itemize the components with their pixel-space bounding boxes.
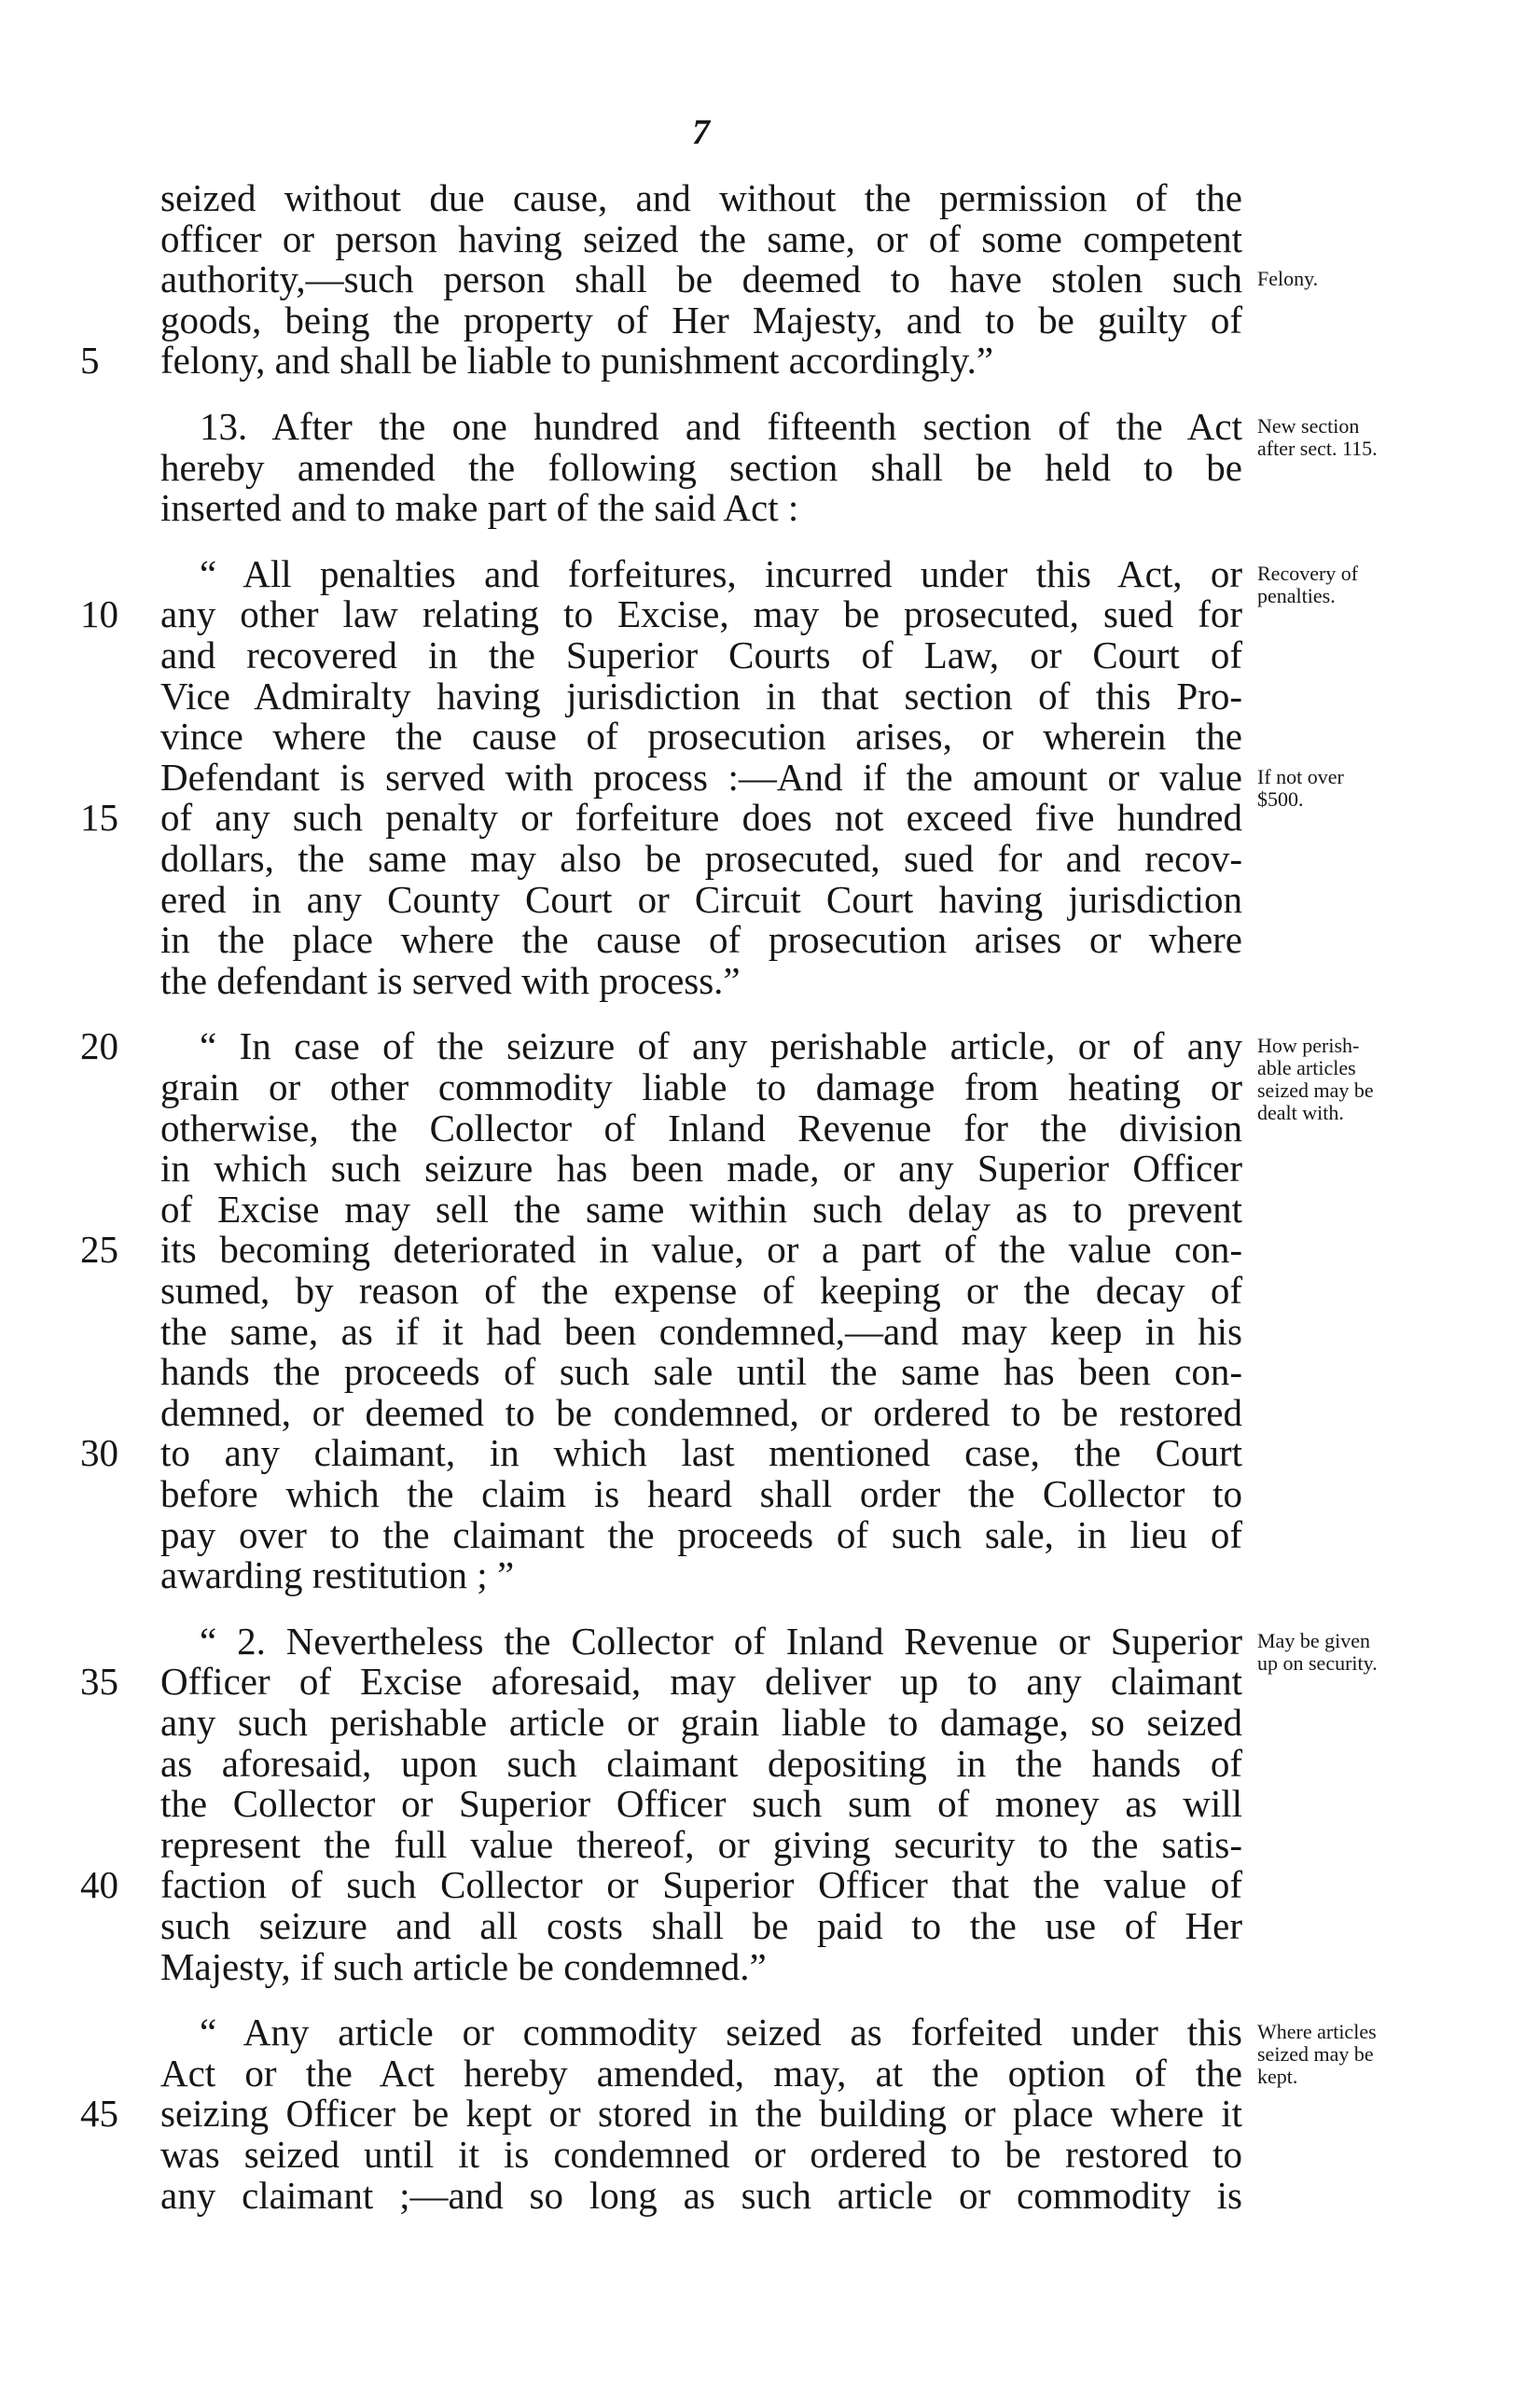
margin-note (1257, 563, 1358, 607)
text-line: inserted and to make part of the said Act : (160, 486, 799, 530)
margin-note-line: dealt with. (1257, 1101, 1344, 1125)
margin-note-line: Felony. (1257, 267, 1319, 291)
text-line: seized without due cause, and without the permission of the (160, 176, 1242, 219)
text-line: the same, as if it had been condemned,—and may keep in his (160, 1309, 1242, 1353)
margin-note (1257, 415, 1378, 460)
text-line: Defendant is served with process :—And if the amount or value (160, 755, 1242, 799)
text-line: of Excise may sell the same within such delay as to prevent (160, 1187, 1242, 1231)
page-number: 7 (692, 113, 710, 152)
text-line: its becoming deteriorated in value, or a part of the value con- (160, 1228, 1242, 1272)
margin-note (1257, 1630, 1378, 1675)
text-line: as aforesaid, upon such claimant depositing in the hands of (160, 1741, 1242, 1785)
text-line: “ 2. Nevertheless the Collector of Inland Revenue or Superior (200, 1619, 1242, 1663)
margin-note-line: If not over (1257, 764, 1344, 788)
text-line: seizing Officer be kept or stored in the building or place where it (160, 2092, 1242, 2136)
margin-note-line: seized may be (1257, 1079, 1374, 1103)
text-line: pay over to the claimant the proceeds of such sale, in lieu of (160, 1512, 1242, 1556)
text-line: officer or person having seized the same, or of some competent (160, 216, 1242, 260)
margin-note-line: up on security. (1257, 1650, 1378, 1675)
line-number: 20 (80, 1024, 118, 1068)
text-line: demned, or deemed to be condemned, or ordered to be restored (160, 1390, 1242, 1434)
margin-note (1257, 268, 1318, 290)
text-line: faction of such Collector or Superior Officer that the value of (160, 1863, 1242, 1907)
line-number: 10 (80, 592, 118, 636)
text-line: goods, being the property of Her Majesty, and to be guilty of (160, 298, 1242, 341)
text-line: of any such penalty or forfeiture does not exceed five hundred (160, 796, 1242, 840)
margin-note-line: able articles (1257, 1056, 1356, 1080)
text-line: hereby amended the following section shall be held to be (160, 445, 1242, 489)
text-line: in which such seizure has been made, or any Superior Officer (160, 1147, 1242, 1190)
text-line: before which the claim is heard shall order the Collector to (160, 1472, 1242, 1515)
text-line: “ Any article or commodity seized as forfeited under this (200, 2011, 1242, 2054)
text-line: dollars, the same may also be prosecuted, sued for and recov- (160, 837, 1242, 880)
margin-note (1257, 1035, 1374, 1124)
line-number: 25 (80, 1228, 118, 1272)
text-line: the defendant is served with process.” (160, 958, 741, 1002)
text-line: to any claimant, in which last mentioned case, the Court (160, 1431, 1242, 1475)
text-line: vince where the cause of prosecution arises, or wherein the (160, 715, 1242, 759)
text-line: “ All penalties and forfeitures, incurred under this Act, or (200, 551, 1242, 595)
text-line: any claimant ;—and so long as such article or commodity is (160, 2173, 1242, 2217)
line-number: 35 (80, 1660, 118, 1704)
text-line: the Collector or Superior Officer such sum of money as will (160, 1782, 1242, 1826)
line-number: 15 (80, 796, 118, 840)
text-line: and recovered in the Superior Courts of Law, or Court of (160, 633, 1242, 676)
text-line: represent the full value thereof, or giving security to the satis- (160, 1822, 1242, 1866)
text-line: ered in any County Court or Circuit Court having jurisdiction (160, 877, 1242, 921)
text-line: Act or the Act hereby amended, may, at the option of the (160, 2051, 1242, 2095)
margin-note-line: Where articles (1257, 2020, 1377, 2044)
margin-note-line: New section (1257, 414, 1360, 438)
text-line: in the place where the cause of prosecution arises or where (160, 918, 1242, 962)
line-number: 45 (80, 2092, 118, 2136)
margin-note (1257, 2021, 1377, 2088)
line-number: 30 (80, 1431, 118, 1475)
margin-note-line: seized may be (1257, 2042, 1374, 2067)
margin-note-line: Recovery of (1257, 561, 1359, 585)
margin-note (1257, 766, 1344, 811)
text-line: Vice Admiralty having jurisdiction in that section of this Pro- (160, 674, 1242, 717)
margin-note-line: May be given (1257, 1628, 1370, 1652)
line-number: 40 (80, 1863, 118, 1907)
text-line: any such perishable article or grain liable to damage, so seized (160, 1701, 1242, 1744)
text-line: any other law relating to Excise, may be prosecuted, sued for (160, 592, 1242, 636)
text-line: hands the proceeds of such sale until the same has been con- (160, 1350, 1242, 1394)
line-number: 5 (80, 339, 100, 383)
text-line: such seizure and all costs shall be paid to the use of Her (160, 1904, 1242, 1947)
margin-note-line: kept. (1257, 2065, 1298, 2089)
margin-note-line: after sect. 115. (1257, 437, 1378, 460)
text-line: felony, and shall be liable to punishment accordingly.” (160, 339, 994, 383)
text-line: sumed, by reason of the expense of keeping or the decay of (160, 1269, 1242, 1312)
text-line: otherwise, the Collector of Inland Revenue for the division (160, 1106, 1242, 1149)
text-line: Officer of Excise aforesaid, may deliver up to any claimant (160, 1660, 1242, 1704)
text-line: authority,—such person shall be deemed to have stolen such (160, 258, 1242, 301)
margin-note-line: How perish- (1257, 1034, 1360, 1058)
text-line: was seized until it is condemned or ordered to be restored to (160, 2133, 1242, 2176)
text-line: grain or other commodity liable to damage from heating or (160, 1065, 1242, 1108)
text-line: Majesty, if such article be condemned.” (160, 1944, 767, 1988)
text-line: 13. After the one hundred and fifteenth section of the Act (200, 405, 1242, 448)
margin-note-line: $500. (1257, 786, 1304, 811)
margin-note-line: penalties. (1257, 583, 1336, 607)
text-line: awarding restitution ; ” (160, 1553, 515, 1597)
text-line: “ In case of the seizure of any perishable article, or of any (200, 1024, 1242, 1068)
